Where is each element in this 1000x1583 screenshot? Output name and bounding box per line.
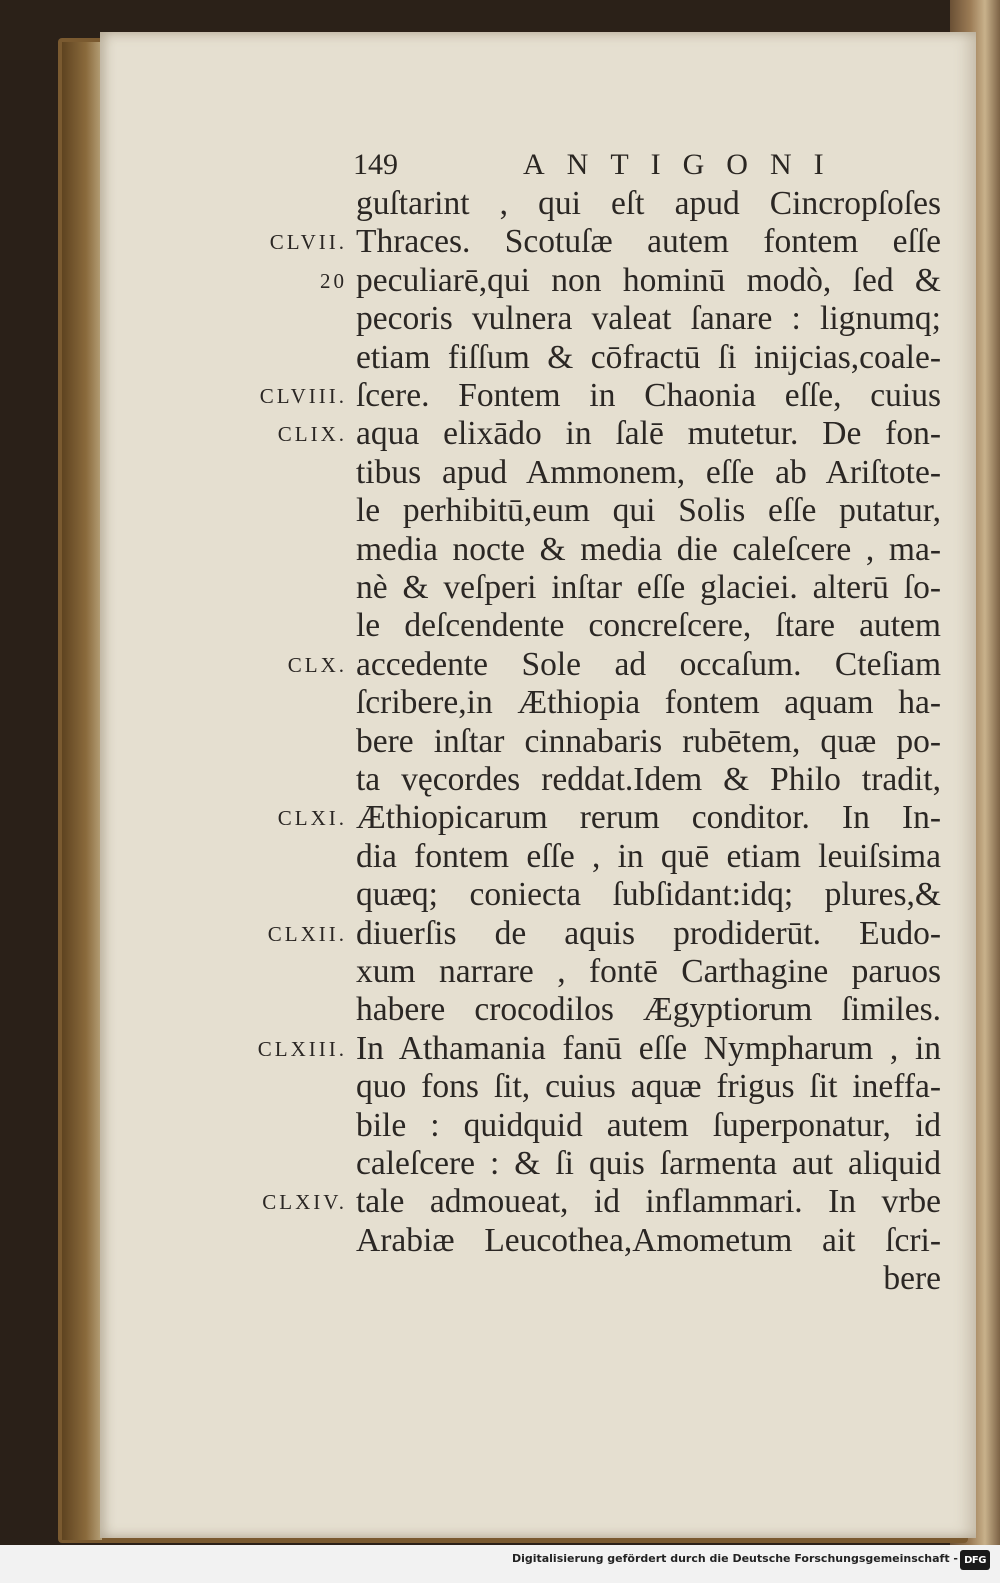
margin-note: CLXIV. — [262, 1190, 347, 1215]
margin-note: CLXI. — [277, 806, 347, 831]
text-line: xum narrare , fontē Carthagine paruos — [356, 953, 941, 990]
text-line: pecoris vulnera valeat ſanare : lignumq; — [356, 300, 941, 338]
margin-note: CLIX. — [277, 422, 347, 447]
text-line: In Athamania fanū eſſe Nympharum , in — [356, 1029, 941, 1067]
text-line: Æthiopicarum rerum conditor. In In- — [356, 799, 941, 837]
margin-note: CLXII. — [267, 921, 347, 946]
text-line: tibus apud Ammonem, eſſe ab Ariſtote- — [356, 453, 941, 491]
text-line: ſcere. Fontem in Chaonia eſſe, cuius — [356, 377, 941, 414]
cover-spine-edge — [62, 42, 102, 1540]
margin-note: CLVIII. — [259, 384, 347, 408]
margin-note: CLX. — [287, 652, 347, 677]
text-line: Thraces. Scotuſæ autem fontem eſſe — [356, 223, 941, 261]
text-line: aqua elixādo in ſalē mutetur. De fon- — [356, 415, 941, 453]
text-line: nè & veſperi inſtar eſſe glaciei. alterū ſo- — [356, 569, 941, 606]
text-line: etiam fiſſum & cōfractū ſi inijcias,coale- — [356, 338, 941, 376]
dfg-logo: DFG — [960, 1550, 990, 1570]
text-line: caleſcere : & ſi quis ſarmenta aut aliquid — [356, 1145, 941, 1182]
page-header — [353, 148, 938, 188]
text-line: media nocte & media die caleſcere , ma- — [356, 530, 941, 568]
text-line: guſtarint , qui eſt apud Cincropſoſes — [356, 185, 941, 222]
margin-note: 20 — [320, 268, 347, 293]
text-line: bile : quidquid autem ſuperponatur, id — [356, 1106, 941, 1144]
page-number: 149 — [353, 148, 398, 181]
text-line: ſcribere,in Æthiopia fontem aquam ha- — [356, 684, 941, 722]
text-line: accedente Sole ad occaſum. Cteſiam — [356, 645, 941, 683]
margin-note: CLVII. — [269, 230, 347, 255]
text-line: dia fontem eſſe , in quē etiam leuiſsima — [356, 837, 941, 875]
text-line: bere — [883, 1260, 941, 1298]
text-line: peculiarē,qui non hominū modò, ſed & — [356, 261, 941, 299]
text-line: habere crocodilos Ægyptiorum ſimiles. — [356, 991, 941, 1029]
margin-note: CLXIII. — [257, 1036, 347, 1061]
text-line: tale admoueat, id inflammari. In vrbe — [356, 1183, 941, 1221]
text-line: quæq; coniecta ſubſidant:idq; plures,& — [356, 876, 941, 914]
text-line: le perhibitū,eum qui Solis eſſe putatur, — [356, 492, 941, 530]
digitization-credit: Digitalisierung gefördert durch die Deutsche Forschungsgemeinschaft - — [511, 1552, 958, 1565]
text-line: diuerſis de aquis prodiderūt. Eudo- — [356, 914, 941, 952]
text-line: bere inſtar cinnabaris rubētem, quæ po- — [356, 722, 941, 760]
text-line: quo fons ſit, cuius aquæ frigus ſit ineffa- — [356, 1068, 941, 1106]
text-line: le deſcendente concreſcere, ſtare autem — [356, 607, 941, 645]
text-line: ta vęcordes reddat.Idem & Philo tradit, — [356, 761, 941, 798]
text-line: Arabiæ Leucothea,Amometum ait ſcri- — [356, 1221, 941, 1259]
running-head: ANTIGONI — [523, 148, 846, 181]
